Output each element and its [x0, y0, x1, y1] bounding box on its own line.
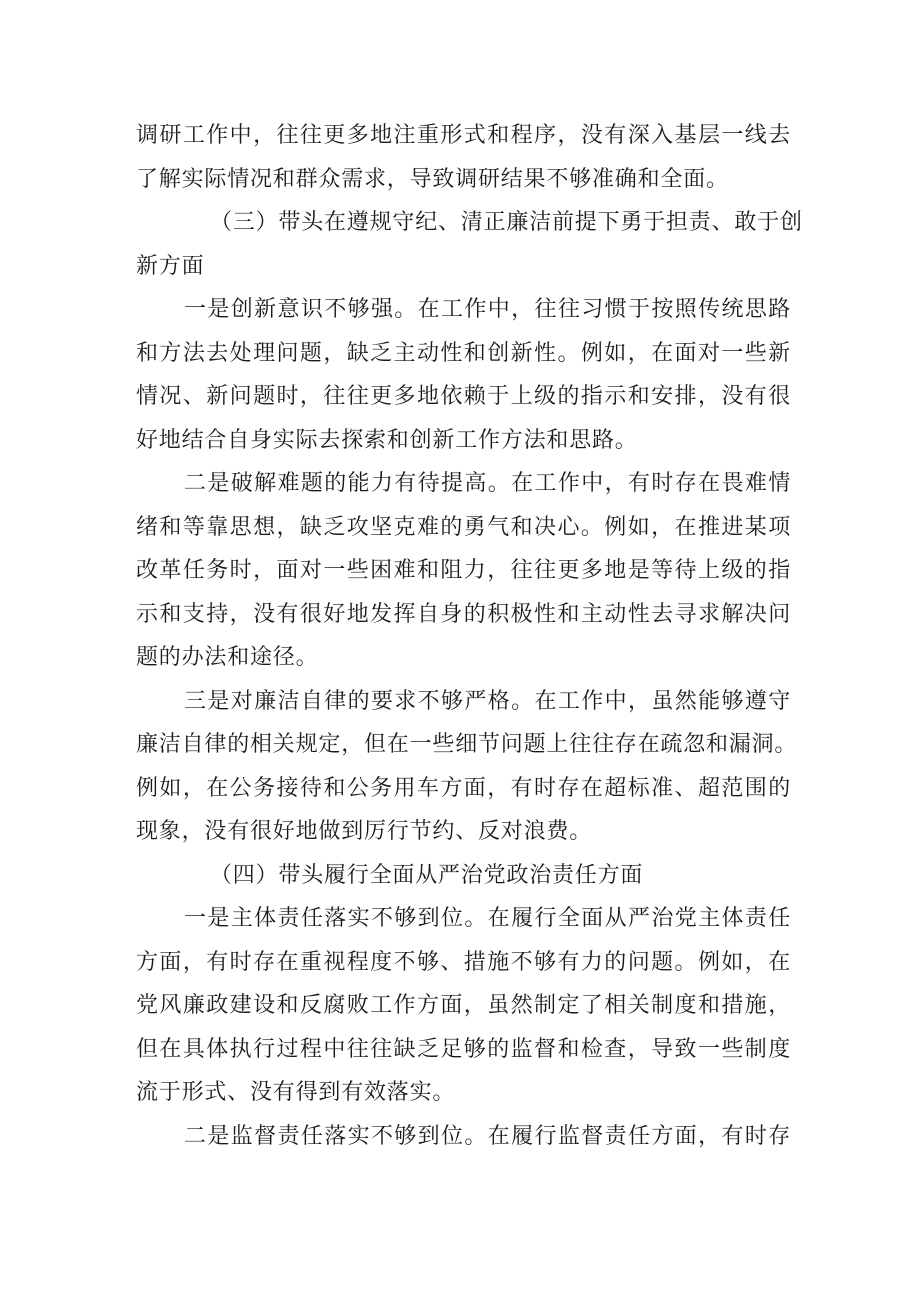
paragraph-start: 二是破解难题的能力有待提高。在工作中，有时存在畏难情 [184, 471, 791, 496]
text-line: 题的办法和途径。 [136, 645, 319, 670]
text-line: 廉洁自律的相关规定，但在一些细节问题上往往存在疏忽和漏洞。 [136, 732, 798, 757]
section-heading-three: （三）带头在遵规守纪、清正廉洁前提下勇于担责、敢于创 [210, 210, 803, 235]
text-line: 了解实际情况和群众需求，导致调研结果不够准确和全面。 [136, 166, 729, 192]
text-line: 现象，没有很好地做到厉行节约、反对浪费。 [136, 819, 593, 844]
text-line: 流于形式、没有得到有效落实。 [136, 1080, 456, 1105]
document-body [136, 114, 803, 1158]
paragraph-start: 一是主体责任落实不够到位。在履行全面从严治党主体责任 [184, 906, 791, 931]
paragraph-start: 一是创新意识不够强。在工作中，往往习惯于按照传统思路 [184, 297, 791, 322]
text-line: 好地结合自身实际去探索和创新工作方法和思路。 [136, 427, 638, 453]
section-heading-three-cont: 新方面 [136, 253, 205, 279]
text-line: 情况、新问题时，往往更多地依赖于上级的指示和安排，没有很 [136, 384, 791, 409]
text-line: 绪和等靠思想，缺乏攻坚克难的勇气和决心。例如，在推进某项 [136, 514, 791, 540]
text-line: 和方法去处理问题，缺乏主动性和创新性。例如，在面对一些新 [136, 340, 791, 366]
text-line: 例如，在公务接待和公务用车方面，有时存在超标准、超范围的 [136, 775, 791, 801]
text-line: 改革任务时，面对一些困难和阻力，往往更多地是等待上级的指 [136, 558, 791, 583]
text-line: 但在具体执行过程中往往缺乏足够的监督和检查，导致一些制度 [136, 1036, 791, 1062]
paragraph-start: 二是监督责任落实不够到位。在履行监督责任方面，有时存 [184, 1123, 791, 1149]
text-line: 党风廉政建设和反腐败工作方面，虽然制定了相关制度和措施， [136, 993, 791, 1018]
section-heading-four: （四）带头履行全面从严治党政治责任方面 [210, 862, 644, 888]
paragraph-start: 三是对廉洁自律的要求不够严格。在工作中，虽然能够遵守 [184, 688, 791, 714]
text-line: 方面，有时存在重视程度不够、措施不够有力的问题。例如，在 [136, 949, 791, 975]
text-line: 调研工作中，往往更多地注重形式和程序，没有深入基层一线去 [136, 123, 791, 148]
text-line: 示和支持，没有很好地发挥自身的积极性和主动性去寻求解决问 [136, 601, 791, 627]
